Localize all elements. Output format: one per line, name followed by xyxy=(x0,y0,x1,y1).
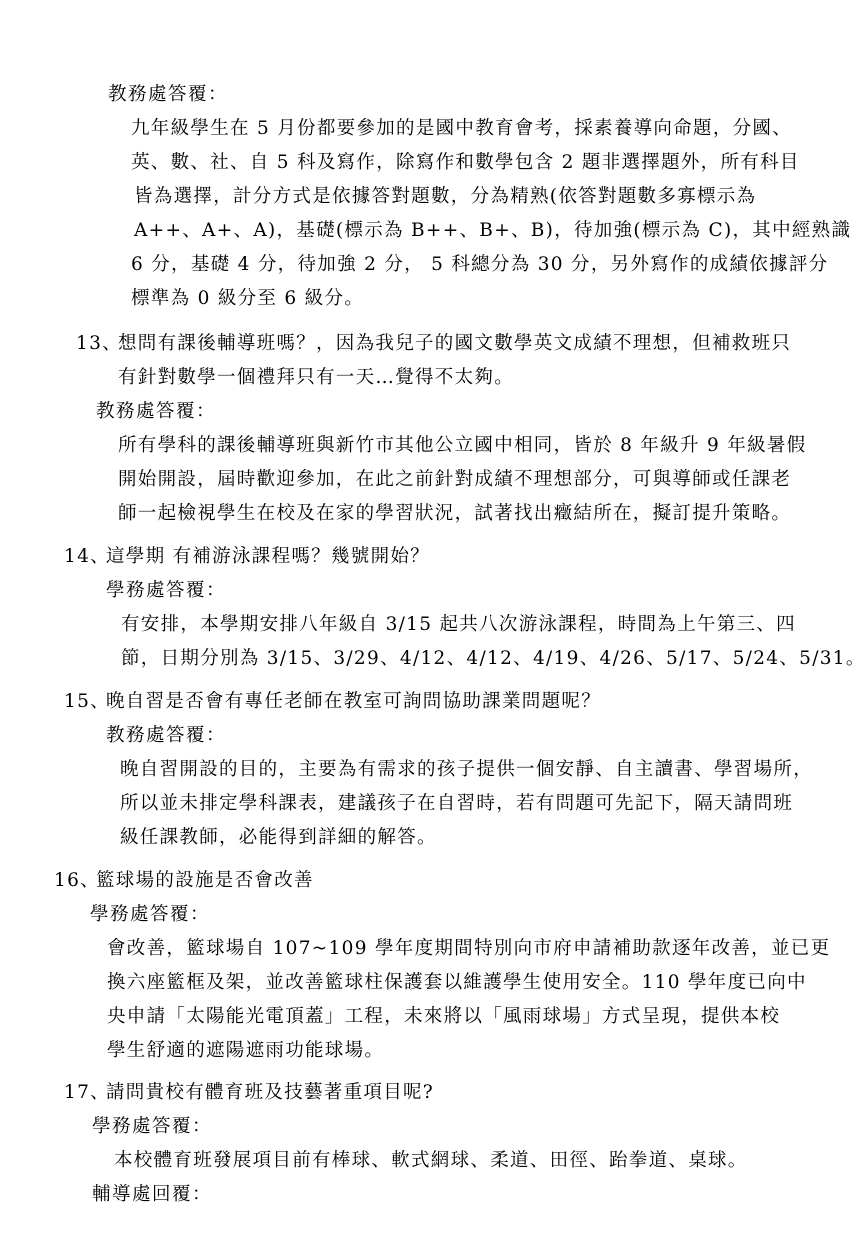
answer-label: 學務處答覆： xyxy=(106,580,227,601)
question-number: 14、 xyxy=(64,546,110,567)
answer-line: 師一起檢視學生在校及在家的學習狀況，試著找出癥結所在，擬訂提升策略。 xyxy=(118,503,792,524)
question-line: 晚自習是否會有專任老師在教室可詢問協助課業問題呢？ xyxy=(106,691,602,712)
answer-line: 學生舒適的遮陽遮雨功能球場。 xyxy=(107,1040,385,1061)
answer-line: 所有學科的課後輔導班與新竹市其他公立國中相同，皆於 8 年級升 9 年級暑假 xyxy=(118,435,807,456)
question-number: 13、 xyxy=(76,333,122,354)
answer-label: 教務處答覆： xyxy=(96,401,217,422)
question-line: 有針對數學一個禮拜只有一天…覺得不太夠。 xyxy=(118,367,515,388)
question-number: 17、 xyxy=(64,1082,110,1103)
answer-label: 教務處答覆： xyxy=(106,725,227,746)
answer-line: 開始開設，屆時歡迎參加，在此之前針對成績不理想部分，可與導師或任課老 xyxy=(118,469,792,490)
answer-line: 級任課教師，必能得到詳細的解答。 xyxy=(120,827,437,848)
answer-line: 標準為 0 級分至 6 級分。 xyxy=(131,288,365,309)
answer-line: 會改善，籃球場自 107~109 學年度期間特別向市府申請補助款逐年改善，並已更 xyxy=(107,938,831,959)
answer-label: 教務處答覆： xyxy=(108,84,229,105)
answer-line: 6 分，基礎 4 分，待加強 2 分， 5 科總分為 30 分，另外寫作的成績依據評分 xyxy=(131,254,829,275)
question-line: 籃球場的設施是否會改善 xyxy=(96,870,314,891)
answer-line: 央申請「太陽能光電頂蓋」工程，未來將以「風雨球場」方式呈現，提供本校 xyxy=(107,1006,781,1027)
question-number: 15、 xyxy=(64,691,110,712)
answer-line: 英、數、社、自 5 科及寫作，除寫作和數學包含 2 題非選擇題外，所有科目 xyxy=(131,152,800,173)
answer-line: 九年級學生在 5 月份都要參加的是國中教育會考，採素養導向命題，分國、 xyxy=(131,118,793,139)
answer-line: A++、A+、A)，基礎(標示為 B++、B+、B)，待加強(標示為 C)，其中經熟識 xyxy=(134,220,852,241)
answer-line: 節，日期分別為 3/15、3/29、4/12、4/12、4/19、4/26、5/17、5/24、5/31。 xyxy=(121,648,866,669)
answer-line: 晚自習開設的目的，主要為有需求的孩子提供一個安靜、自主讀書、學習場所， xyxy=(120,759,814,780)
answer-label: 學務處答覆： xyxy=(90,904,211,925)
answer-line: 皆為選擇，計分方式是依據答對題數，分為精熟(依答對題數多寡標示為 xyxy=(134,186,757,207)
answer-label: 輔導處回覆： xyxy=(92,1184,213,1205)
answer-line: 所以並未排定學科課表，建議孩子在自習時，若有問題可先記下，隔天請問班 xyxy=(120,793,794,814)
answer-line: 本校體育班發展項目前有棒球、軟式網球、柔道、田徑、跆拳道、桌球。 xyxy=(114,1150,748,1171)
question-line: 請問貴校有體育班及技藝著重項目呢? xyxy=(106,1082,435,1103)
answer-line: 有安排，本學期安排八年級自 3/15 起共八次游泳課程，時間為上午第三、四 xyxy=(121,614,796,635)
question-line: 這學期 有補游泳課程嗎？幾號開始？ xyxy=(106,546,430,567)
question-number: 16、 xyxy=(54,870,100,891)
answer-label: 學務處答覆： xyxy=(92,1116,213,1137)
answer-line: 換六座籃框及架，並改善籃球柱保護套以維護學生使用安全。110 學年度已向中 xyxy=(107,972,807,993)
question-line: 想問有課後輔導班嗎？，因為我兒子的國文數學英文成績不理想，但補救班只 xyxy=(118,333,792,354)
